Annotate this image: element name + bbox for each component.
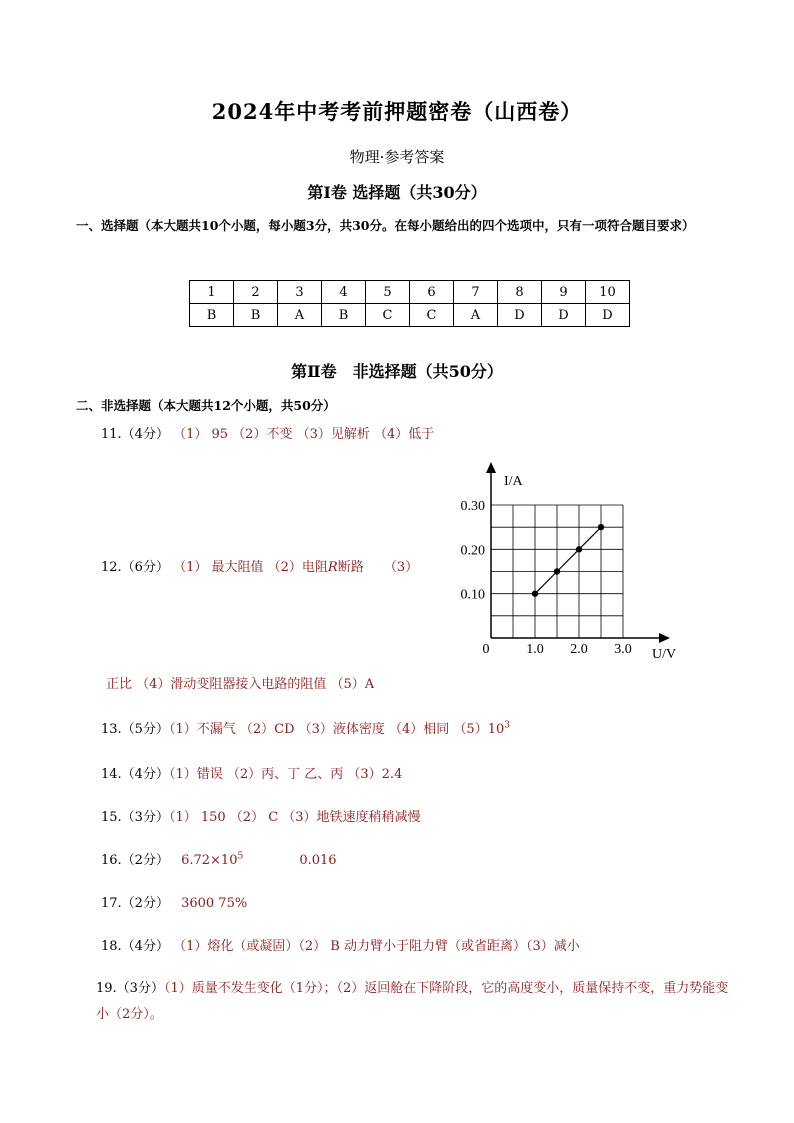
question-15 (101, 806, 421, 825)
y-axis-arrow-icon (486, 462, 496, 473)
question-number: 15.（3分） (101, 810, 169, 825)
question-12 (101, 556, 418, 575)
x-axis-arrow-icon (659, 633, 670, 643)
x-tick-label: 1.0 (526, 642, 544, 657)
answer-cell: D (586, 304, 630, 327)
answer-table-answer-row (190, 304, 630, 327)
question-number: 17.（2分） (101, 896, 169, 911)
x-tick-label: 3.0 (614, 642, 632, 657)
question-number-cell: 9 (542, 281, 586, 304)
question-number-cell: 2 (234, 281, 278, 304)
question-13 (101, 718, 510, 737)
current-voltage-graph (440, 455, 690, 670)
y-tick-label: 0.30 (460, 499, 485, 514)
resistance-symbol: R (327, 560, 338, 575)
question-number: 12.（6分） (101, 560, 169, 575)
question-number-cell: 7 (454, 281, 498, 304)
answer-text: （1） 95 （2）不变 （3）见解析 （4）低于 (173, 427, 435, 442)
data-point (532, 590, 538, 596)
origin-label: 0 (482, 642, 490, 657)
section2-instructions: 二、非选择题（本大题共12个小题，共50分） (76, 398, 336, 413)
question-number-cell: 6 (410, 281, 454, 304)
answer-part-1: （1） 最大阻值 (173, 560, 264, 575)
data-point (554, 568, 560, 574)
answer-text-2: 0.016 (299, 853, 337, 868)
data-point (598, 524, 604, 530)
answer-cell: B (322, 304, 366, 327)
answer-cell: C (366, 304, 410, 327)
answer-text: （1） 150 （2） C （3）地铁速度稍稍减慢 (168, 810, 421, 825)
question-number: 11.（4分） (101, 427, 169, 442)
section1-instructions: 一、选择题（本大题共10个小题，每小题3分，共30分。在每小题给出的四个选项中，只有一项符合题目要求） (76, 218, 695, 233)
answer-text: 3600 75% (181, 896, 248, 911)
y-tick-label: 0.10 (460, 587, 485, 603)
page-subtitle: 物理·参考答案 (349, 148, 445, 166)
question-number: 13.（5分） (101, 722, 169, 737)
question-14 (101, 763, 402, 782)
question-number: 14.（4分） (101, 767, 169, 782)
x-tick-label: 2.0 (570, 642, 588, 657)
answer-cell: B (234, 304, 278, 327)
data-line (535, 527, 601, 594)
question-19 (96, 976, 736, 1028)
answer-exponent: 3 (504, 720, 510, 731)
answer-part-2-suffix: 断路 (337, 560, 364, 575)
x-axis-label: U/V (652, 647, 677, 662)
answer-text: （1）不漏气 （2）CD （3）液体密度 （4）相同 （5）10 (168, 722, 505, 737)
answer-part-3: （3） (383, 560, 419, 575)
answer-exponent: 5 (237, 851, 244, 862)
question-number: 19.（3分） (96, 981, 164, 996)
question-number-cell: 3 (278, 281, 322, 304)
question-18 (101, 935, 580, 954)
question-17 (101, 892, 247, 911)
question-number-cell: 10 (586, 281, 630, 304)
section1-title: 第Ⅰ卷 选择题（共30分） (307, 183, 487, 202)
question-number-cell: 8 (498, 281, 542, 304)
answer-text: （1）错误 （2）丙、丁 乙、丙 （3）2.4 (168, 767, 403, 782)
section2-title: 第Ⅱ卷 非选择题（共50分） (291, 362, 503, 381)
answer-part-2-text: （2）电阻 (267, 560, 328, 575)
y-axis-label: I/A (504, 474, 523, 489)
answer-cell: A (278, 304, 322, 327)
question-16 (101, 849, 337, 868)
question-number-cell: 5 (366, 281, 410, 304)
graph-marks (532, 524, 604, 597)
answer-cell: B (190, 304, 234, 327)
answer-part-2 (268, 560, 364, 575)
question-number-cell: 4 (322, 281, 366, 304)
question-number: 16.（2分） (101, 853, 169, 868)
question-11 (101, 423, 434, 442)
question-number-cell: 1 (190, 281, 234, 304)
page-title: 2024年中考考前押题密卷（山西卷） (211, 99, 583, 124)
data-point (576, 546, 582, 552)
answer-cell: D (542, 304, 586, 327)
answer-cell: A (454, 304, 498, 327)
answer-cell: C (410, 304, 454, 327)
y-tick-label: 0.20 (460, 543, 485, 559)
question-number: 18.（4分） (101, 939, 169, 954)
answer-text: （1）质量不发生变化（1分）；（2）返回舱在下降阶段，它的高度变小，质量保持不变，重力势能变小（2分）。 (96, 981, 729, 1022)
question-12-continued: 正比 （4）滑动变阻器接入电路的阻值 （5）A (106, 677, 375, 692)
answer-cell: D (498, 304, 542, 327)
answer-table-number-row (190, 281, 630, 304)
answer-table (189, 280, 630, 327)
answer-text-1: 6.72×10 (181, 853, 238, 868)
answer-text: （1）熔化（或凝固）（2） B 动力臂小于阻力臂（或省距离）（3）减小 (173, 939, 580, 954)
